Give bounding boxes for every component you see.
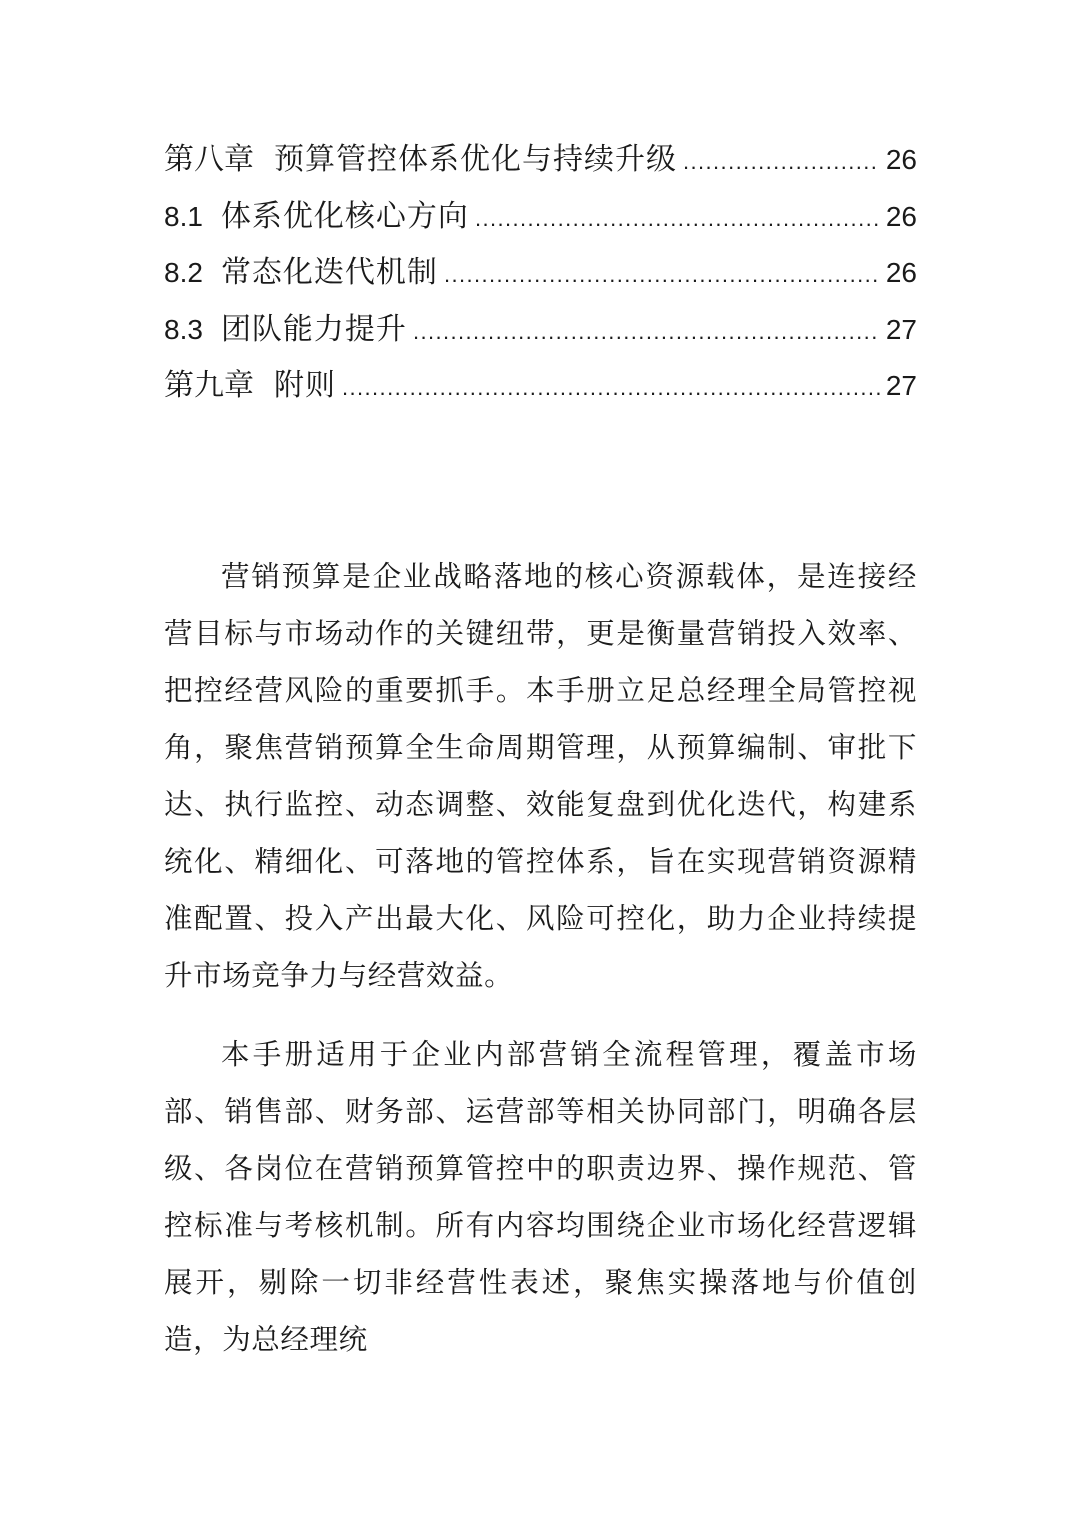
toc-entry-8-3[interactable] <box>164 304 917 361</box>
toc-leader-dots <box>413 306 880 358</box>
toc-entry-title: 团队能力提升 <box>220 311 407 347</box>
toc-entry-chapter-8[interactable] <box>164 134 917 191</box>
intro-paragraph: 营销预算是企业战略落地的核心资源载体，是连接经营目标与市场动作的关键纽带，更是衡量营销投入效率、把控经营风险的重要抓手。本手册立足总经理全局管控视角，聚焦营销预算全生命周期管理，从预算编制、审批下达、执行监控、动态调整、效能复盘到优化迭代，构建系统化、精细化、可落地的管控体系，旨在实现营销资源精准配置、投入产出最大化、风险可控化，助力企业持续提升市场竞争力与经营效益。 <box>164 560 917 992</box>
toc-entry-number: 8.2 <box>164 257 203 288</box>
toc-leader-dots <box>342 362 880 414</box>
toc-leader-dots <box>683 136 880 188</box>
toc-entry-page: 26 <box>885 144 917 175</box>
toc-entry-title: 预算管控体系优化与持续升级 <box>274 142 677 177</box>
toc-leader-dots <box>475 193 880 245</box>
toc-entry-number: 第八章 <box>164 142 254 177</box>
toc-entry-page: 27 <box>885 313 917 345</box>
toc-entry-8-1[interactable] <box>164 191 917 248</box>
toc-entry-8-2[interactable] <box>164 247 917 304</box>
toc-entry-chapter-9[interactable] <box>164 360 917 417</box>
toc-entry-title: 附则 <box>274 368 336 403</box>
toc-leader-dots <box>444 249 880 301</box>
scope-paragraph: 本手册适用于企业内部营销全流程管理，覆盖市场部、销售部、财务部、运营部等相关协同部门，明确各层级、各岗位在营销预算管控中的职责边界、操作规范、管控标准与考核机制。所有内容均围绕企业市场化经营逻辑展开，剔除一切非经营性表述，聚焦实操落地与价值创造，为总经理统 <box>164 1038 917 1356</box>
table-of-contents <box>164 134 917 417</box>
toc-entry-title: 常态化迭代机制 <box>220 255 438 290</box>
toc-entry-number: 8.3 <box>164 313 203 345</box>
toc-entry-title: 体系优化核心方向 <box>220 198 469 234</box>
toc-entry-number: 第九章 <box>164 368 254 403</box>
toc-entry-page: 27 <box>885 370 917 401</box>
toc-entry-page: 26 <box>885 257 917 288</box>
toc-entry-page: 26 <box>885 200 917 232</box>
toc-entry-number: 8.1 <box>164 200 203 232</box>
